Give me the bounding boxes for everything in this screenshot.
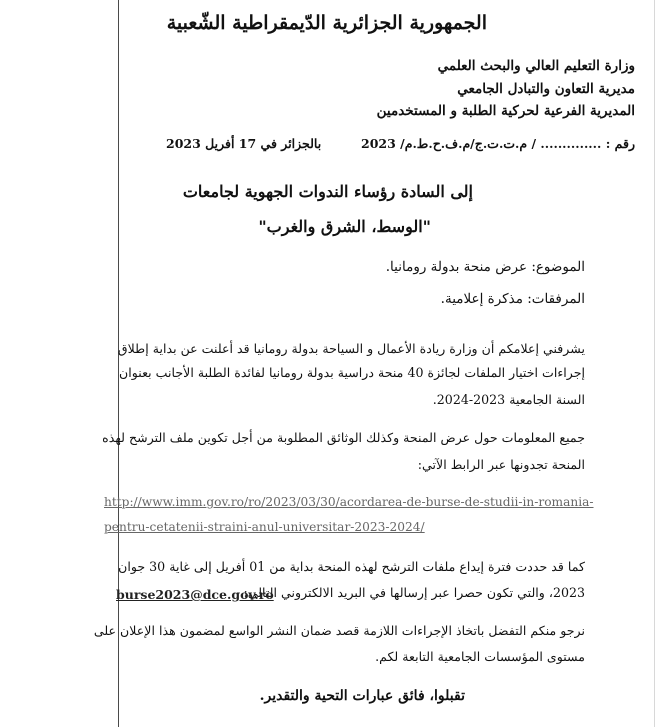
republic-title: الجمهورية الجزائرية الدّيمقراطية الشّعبية [166, 12, 487, 34]
paragraph-1-line-2: إجراءات اختيار الملفات لجائزة 40 منحة دراسية بدولة رومانيا لفائدة الطلبة الأجانب بعنوان [119, 365, 585, 380]
addressee-line-2: "الوسط، الشرق والغرب" [258, 217, 431, 236]
attachments-line: المرفقات: مذكرة إعلامية. [440, 291, 585, 307]
ministry-line: وزارة التعليم العالي والبحث العلمي [437, 58, 635, 74]
subdirectorate-line: المديرية الفرعية لحركية الطلبة و المستخدمين [376, 103, 635, 119]
paragraph-3-line-2: 2023، والتي تكون حصرا عبر إرسالها في البريد الالكتروني التالي: [243, 585, 585, 600]
margin-line [118, 0, 119, 727]
addressee-line-1: إلى السادة رؤساء الندوات الجهوية لجامعات [182, 182, 473, 201]
paragraph-2-line-1: جميع المعلومات حول عرض المنحة وكذلك الوثائق المطلوبة من أجل تكوين ملف الترشح لهذه [102, 430, 585, 445]
directorate-line: مديرية التعاون والتبادل الجامعي [457, 81, 635, 97]
reference-number: رقم : .............. / م.ت.ت.ج/م.ف.ح.ط.م/ 2023 [361, 136, 635, 151]
paragraph-4-line-1: نرجو منكم التفضل باتخاذ الإجراءات اللازمة قصد ضمان النشر الواسع لمضمون هذا الإعلان على [93, 623, 585, 638]
paragraph-3-line-1: كما قد حددت فترة إيداع ملفات الترشح لهذه المنحة بداية من 01 أفريل إلى غاية 30 جوان [118, 559, 585, 574]
page-edge-line [654, 0, 655, 727]
closing-salutation: تقبلوا، فائق عبارات التحية والتقدير. [259, 688, 465, 704]
scholarship-link-line-2[interactable]: pentru-cetatenii-straini-anul-universitar-2023-2024/ [104, 520, 425, 534]
subject-line: الموضوع: عرض منحة بدولة رومانيا. [385, 259, 585, 275]
scholarship-link-line-1[interactable]: http://www.imm.gov.ro/ro/2023/03/30/acordarea-de-burse-de-studii-in-romania- [104, 495, 594, 509]
paragraph-4-line-2: مستوى المؤسسات الجامعية التابعة لكم. [375, 649, 585, 664]
paragraph-1-line-3: السنة الجامعية 2023-2024. [432, 392, 585, 407]
contact-email-link[interactable]: burse2023@dce.gov.ro [116, 587, 274, 602]
paragraph-1-line-1: يشرفني إعلامكم أن وزارة ريادة الأعمال و السياحة بدولة رومانيا قد أعلنت عن بداية إطلاق [117, 341, 585, 356]
paragraph-2-line-2: المنحة تجدونها عبر الرابط الآتي: [417, 457, 585, 472]
letter-date: بالجزائر في 17 أفريل 2023 [166, 136, 322, 151]
